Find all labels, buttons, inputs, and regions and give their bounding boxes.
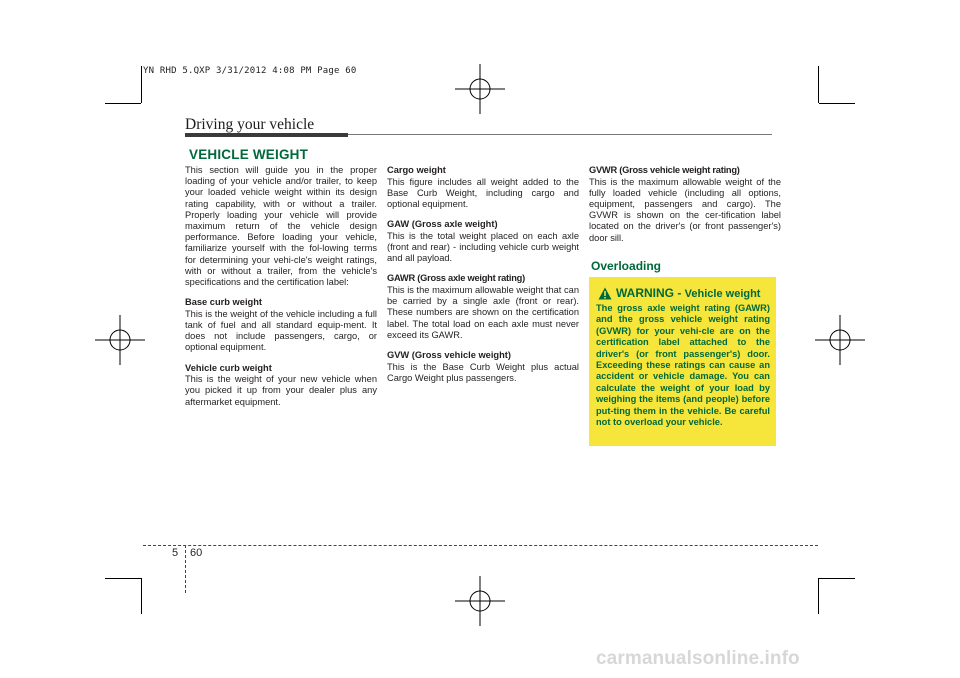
term-heading: GVWR (Gross vehicle weight rating) xyxy=(589,165,740,175)
chapter-header-title: Driving your vehicle xyxy=(185,116,315,133)
footer-rule xyxy=(143,545,818,546)
chapter-number: 5 xyxy=(172,547,179,559)
body-paragraph: This is the maximum allowable weight that can be carried by a single axle (front or rear). These numbers are shown on the certification label. The total load on each axle must never exceed its GAWR. xyxy=(387,285,579,340)
header-bar xyxy=(185,133,348,137)
body-paragraph: This figure includes all weight added to the Base Curb Weight, including cargo and optional equipment. xyxy=(387,176,579,209)
term-heading: GAW (Gross axle weight) xyxy=(387,219,498,230)
print-slug: YN RHD 5.QXP 3/31/2012 4:08 PM Page 60 xyxy=(143,66,357,76)
footer-divider xyxy=(185,545,186,593)
term-heading: Vehicle curb weight xyxy=(185,362,272,373)
registration-mark-bottom-icon xyxy=(455,576,505,626)
warning-triangle-icon xyxy=(598,287,612,300)
header-rule xyxy=(348,134,772,135)
body-paragraph: This is the maximum allowable weight of the fully loaded vehicle (including all options, equipment, passengers and cargo). The GVWR is shown on the cer-tification label located on the driver's (or front passenger's) door sill. xyxy=(589,176,781,243)
term-heading: Base curb weight xyxy=(185,297,262,308)
body-paragraph: This is the weight of your new vehicle when you picked it up from your dealer plus any aftermarket equipment. xyxy=(185,374,377,407)
warning-text: The gross axle weight rating (GAWR) and the gross vehicle weight rating (GVWR) for your vehi-cle are on the certification label attached to the driver's (or front passenger's) door. Exceeding these ratings can cause an accident or vehicle damage. You can calculate the weight of your load by weighing the items (and people) before put-ting them in the vehicle. Be careful not to overload your vehicle. xyxy=(596,303,770,428)
warning-label: WARNING - xyxy=(616,286,685,300)
text-column-2 xyxy=(387,165,579,393)
registration-mark-top-icon xyxy=(455,64,505,114)
registration-mark-left-icon xyxy=(95,315,145,365)
overloading-heading: Overloading xyxy=(591,259,662,273)
warning-topic: Vehicle weight xyxy=(684,288,761,300)
section-title: VEHICLE WEIGHT xyxy=(189,147,309,162)
page-number: 60 xyxy=(190,547,203,559)
text-column-3 xyxy=(589,165,781,253)
body-paragraph: This section will guide you in the proper loading of your vehicle and/or trailer, to keep your loaded vehicle weight within its design rating capability, with or without a trailer. Properly loading your vehicle will provide maximum return of the vehicle design performance. Before loading your vehicle, familiarize yourself with the fol-lowing terms for determining your vehi-cle's weight ratings, with or without a trailer, from the vehicle's specifications and the certification label: xyxy=(185,165,377,288)
site-watermark: carmanualsonline.info xyxy=(596,648,800,669)
body-paragraph: This is the Base Curb Weight plus actual Cargo Weight plus passengers. xyxy=(387,361,579,383)
term-heading: GVW (Gross vehicle weight) xyxy=(387,350,511,361)
term-heading: Cargo weight xyxy=(387,165,446,175)
term-heading: GAWR (Gross axle weight rating) xyxy=(387,273,525,284)
body-paragraph: This is the weight of the vehicle including a full tank of fuel and all standard equip-ment. It does not include passengers, cargo, or optional equipment. xyxy=(185,308,377,353)
warning-heading xyxy=(616,286,760,300)
body-paragraph: This is the total weight placed on each axle (front and rear) - including vehicle curb weight and all payload. xyxy=(387,230,579,264)
registration-mark-right-icon xyxy=(815,315,865,365)
text-column-1 xyxy=(185,165,377,417)
